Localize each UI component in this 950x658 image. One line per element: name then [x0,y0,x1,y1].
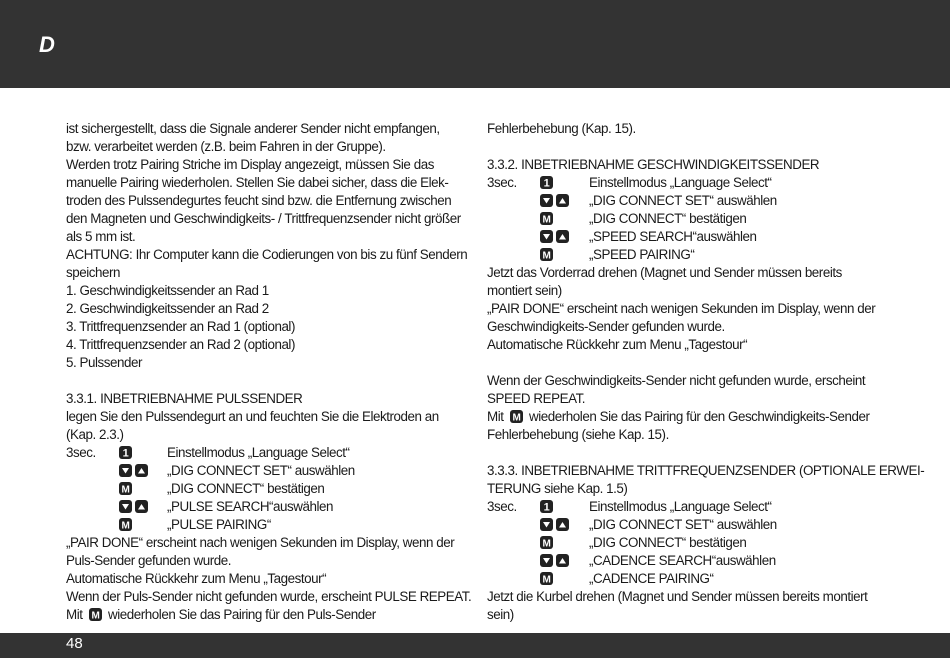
section-heading: 3.3.1. INBETRIEBNAHME PULSSENDER [66,391,303,406]
text-fragment: wiederholen Sie das Pairing für den Puls-Sender [104,607,376,622]
svg-text:1: 1 [122,447,129,459]
text-line: (Kap. 2.3.) [66,427,124,442]
svg-text:1: 1 [543,177,550,189]
page-header [0,0,950,88]
text-line: als 5 mm ist. [66,229,136,244]
button-1-icon [119,446,132,459]
mode-button-icon [540,248,553,261]
up-button-icon [556,554,569,567]
text-line: manuelle Pairing wiederholen. Stellen Sie dabei sicher, dass die Elek- [66,175,449,190]
mode-button-icon [89,608,102,621]
step-row [66,516,466,534]
svg-text:M: M [512,412,521,423]
step-row [487,498,887,516]
svg-text:1: 1 [543,501,550,513]
text-fragment: Mit [487,409,507,424]
step-row [66,462,466,480]
text-fragment: Mit [66,607,86,622]
section-heading: TERUNG siehe Kap. 1.5) [487,481,628,496]
svg-text:M: M [542,538,551,549]
mode-button-icon [119,518,132,531]
svg-text:M: M [542,214,551,225]
svg-text:M: M [121,484,130,495]
step-row [487,210,887,228]
text-line: Jetzt das Vorderrad drehen (Magnet und Sender müssen bereits [487,265,842,280]
step-text: „CADENCE PAIRING“ [589,571,714,586]
step-text: „PULSE SEARCH“auswählen [167,499,334,514]
text-line: ist sichergestellt, dass die Signale anderer Sender nicht empfangen, [66,121,440,136]
step-text: Einstellmodus „Language Select“ [589,499,772,514]
step-text: „DIG CONNECT“ bestätigen [589,211,747,226]
svg-text:M: M [121,520,130,531]
step-row [487,570,887,588]
step-row [66,444,466,462]
list-item: 5. Pulssender [66,355,143,370]
step-text: „CADENCE SEARCH“auswählen [589,553,776,568]
mode-button-icon [540,212,553,225]
text-line: Automatische Rückkehr zum Menu „Tagestour“ [66,571,327,586]
step-row [487,228,887,246]
left-column [66,120,472,624]
step-row [66,498,466,516]
step-text: „DIG CONNECT SET“ auswählen [167,463,355,478]
text-line: ACHTUNG: Ihr Computer kann die Codierungen von bis zu fünf Sendern [66,247,468,262]
svg-text:M: M [91,610,100,621]
step-text: „DIG CONNECT SET“ auswählen [589,517,777,532]
mode-button-icon [540,536,553,549]
text-line: legen Sie den Pulssendegurt an und feuchten Sie die Elektroden an [66,409,439,424]
button-1-icon [540,176,553,189]
up-button-icon [556,230,569,243]
step-row [66,480,466,498]
svg-text:M: M [542,250,551,261]
up-button-icon [135,500,148,513]
page-footer [0,633,950,658]
text-line: Wenn der Geschwindigkeits-Sender nicht gefunden wurde, erscheint [487,373,866,388]
text-line: Automatische Rückkehr zum Menu „Tagestour“ [487,337,748,352]
list-item: 2. Geschwindigkeitssender an Rad 2 [66,301,269,316]
text-line: den Magneten und Geschwindigkeits- / Trittfrequenzsender nicht größer [66,211,461,226]
down-button-icon [540,518,553,531]
text-line: Geschwindigkeits-Sender gefunden wurde. [487,319,725,334]
text-line: SPEED REPEAT. [487,391,586,406]
svg-text:M: M [542,574,551,585]
step-text: „DIG CONNECT“ bestätigen [589,535,747,550]
step-duration: 3sec. [487,499,517,514]
text-line: „PAIR DONE“ erscheint nach wenigen Sekunden im Display, wenn der [66,535,455,550]
step-text: Einstellmodus „Language Select“ [167,445,350,460]
text-line: speichern [66,265,121,280]
language-marker: D [39,32,55,57]
text-line: troden des Pulssendegurtes feucht sind bzw. die Entfernung zwischen [66,193,452,208]
step-text: „SPEED PAIRING“ [589,247,695,262]
step-text: „DIG CONNECT“ bestätigen [167,481,325,496]
text-line [66,606,466,624]
down-button-icon [119,464,132,477]
list-item: 4. Trittfrequenzsender an Rad 2 (optional) [66,337,295,352]
text-line: sein) [487,607,514,622]
step-duration: 3sec. [66,445,96,460]
down-button-icon [540,194,553,207]
up-button-icon [556,518,569,531]
step-text: „DIG CONNECT SET“ auswählen [589,193,777,208]
text-fragment: wiederholen Sie das Pairing für den Geschwindigkeits-Sender [525,409,870,424]
text-line: bzw. verarbeitet werden (z.B. beim Fahren in der Gruppe). [66,139,386,154]
text-line: Wenn der Puls-Sender nicht gefunden wurde, erscheint PULSE REPEAT. [66,589,472,604]
step-row [487,516,887,534]
section-heading: 3.3.2. INBETRIEBNAHME GESCHWINDIGKEITSSENDER [487,157,820,172]
step-row [487,174,887,192]
text-line [487,408,887,426]
down-button-icon [119,500,132,513]
step-row [487,534,887,552]
text-line: montiert sein) [487,283,562,298]
step-row [487,246,887,264]
text-line: „PAIR DONE“ erscheint nach wenigen Sekunden im Display, wenn der [487,301,876,316]
step-duration: 3sec. [487,175,517,190]
step-text: „SPEED SEARCH“auswählen [589,229,757,244]
mode-button-icon [510,410,523,423]
up-button-icon [135,464,148,477]
step-row [487,192,887,210]
up-button-icon [556,194,569,207]
text-line: Puls-Sender gefunden wurde. [66,553,232,568]
list-item: 1. Geschwindigkeitssender an Rad 1 [66,283,269,298]
page-number: 48 [66,635,83,652]
step-text: „PULSE PAIRING“ [167,517,271,532]
mode-button-icon [119,482,132,495]
text-line: Werden trotz Pairing Striche im Display angezeigt, müssen Sie das [66,157,434,172]
text-line: Fehlerbehebung (siehe Kap. 15). [487,427,669,442]
button-1-icon [540,500,553,513]
text-line: Fehlerbehebung (Kap. 15). [487,121,636,136]
text-line: Jetzt die Kurbel drehen (Magnet und Sender müssen bereits montiert [487,589,868,604]
down-button-icon [540,230,553,243]
down-button-icon [540,554,553,567]
step-text: Einstellmodus „Language Select“ [589,175,772,190]
section-heading: 3.3.3. INBETRIEBNAHME TRITTFREQUENZSENDER (OPTIONALE ERWEI- [487,463,925,478]
right-column [487,120,925,624]
step-row [487,552,887,570]
list-item: 3. Trittfrequenzsender an Rad 1 (optional) [66,319,295,334]
mode-button-icon [540,572,553,585]
